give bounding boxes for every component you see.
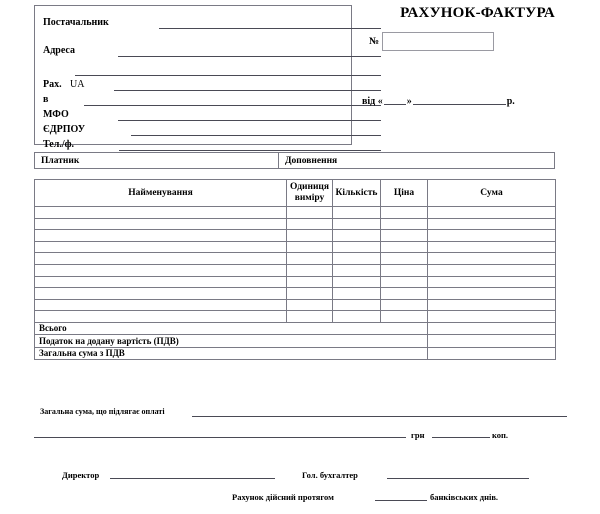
supplier-field-input-2[interactable] [75, 75, 381, 76]
table-row [35, 299, 556, 311]
kopecks-input-line[interactable] [432, 437, 490, 438]
director-signature-line[interactable] [110, 478, 275, 479]
cell-quantity[interactable] [333, 288, 381, 300]
cell-name[interactable] [35, 230, 287, 242]
cell-name[interactable] [35, 276, 287, 288]
invoice-number-input[interactable] [382, 32, 494, 51]
cell-sum[interactable] [428, 207, 556, 219]
cell-sum[interactable] [428, 241, 556, 253]
cell-price[interactable] [381, 207, 428, 219]
date-month-year-input[interactable] [413, 104, 506, 105]
cell-unit[interactable] [287, 288, 333, 300]
validity-period-label: Рахунок дійсний протягом [232, 492, 334, 502]
cell-quantity[interactable] [333, 264, 381, 276]
date-prefix-label: від [362, 96, 376, 107]
total-value-2[interactable] [428, 347, 556, 360]
items-table-header [35, 180, 556, 207]
column-header-sum: Сума [428, 180, 556, 207]
chief-accountant-label: Гол. бухгалтер [302, 470, 358, 480]
chief-accountant-signature-line[interactable] [387, 478, 529, 479]
table-row [35, 276, 556, 288]
cell-price[interactable] [381, 241, 428, 253]
table-row [35, 207, 556, 219]
cell-unit[interactable] [287, 218, 333, 230]
supplier-field-label-7: Тел./ф. [43, 139, 75, 150]
cell-sum[interactable] [428, 288, 556, 300]
cell-quantity[interactable] [333, 207, 381, 219]
supplier-field-label-6: ЄДРПОУ [43, 124, 86, 135]
total-value-1[interactable] [428, 335, 556, 348]
date-day-input[interactable] [384, 104, 406, 105]
currency-major-label: грн [411, 430, 425, 440]
cell-sum[interactable] [428, 230, 556, 242]
invoice-number-label: № [369, 36, 380, 47]
cell-name[interactable] [35, 264, 287, 276]
cell-quantity[interactable] [333, 253, 381, 265]
cell-price[interactable] [381, 311, 428, 323]
cell-quantity[interactable] [333, 299, 381, 311]
cell-price[interactable] [381, 230, 428, 242]
cell-sum[interactable] [428, 253, 556, 265]
cell-price[interactable] [381, 288, 428, 300]
director-label: Директор [62, 470, 100, 480]
supplier-field-input-6[interactable] [131, 135, 381, 136]
page-title: РАХУНОК-ФАКТУРА [400, 5, 555, 21]
validity-days-suffix-label: банківських днів. [430, 492, 499, 502]
cell-quantity[interactable] [333, 311, 381, 323]
payer-cell[interactable] [35, 153, 279, 168]
supplier-field-label-3: Рах. [43, 79, 62, 90]
cell-unit[interactable] [287, 299, 333, 311]
supplier-field-label-0: Постачальник [43, 17, 109, 28]
total-value-0[interactable] [428, 322, 556, 335]
table-row [35, 218, 556, 230]
cell-name[interactable] [35, 253, 287, 265]
table-total-row [35, 347, 556, 360]
cell-name[interactable] [35, 299, 287, 311]
cell-price[interactable] [381, 299, 428, 311]
cell-name[interactable] [35, 288, 287, 300]
total-label-2: Загальна сума з ПДВ [35, 347, 428, 360]
supplier-field-label-4: в [43, 94, 49, 105]
cell-quantity[interactable] [333, 276, 381, 288]
column-header-price: Ціна [381, 180, 428, 207]
table-row [35, 264, 556, 276]
table-row [35, 241, 556, 253]
cell-price[interactable] [381, 264, 428, 276]
supplier-field-input-5[interactable] [118, 120, 381, 121]
total-label-0: Всього [35, 322, 428, 335]
table-row [35, 230, 556, 242]
table-row [35, 288, 556, 300]
column-header-name: Найменування [35, 180, 287, 207]
validity-days-input-line[interactable] [375, 500, 427, 501]
total-label-1: Податок на додану вартість (ПДВ) [35, 335, 428, 348]
cell-sum[interactable] [428, 311, 556, 323]
addendum-label: Доповнення [285, 156, 338, 166]
header-row [35, 180, 556, 207]
date-year-suffix-label: р. [506, 96, 515, 107]
cell-name[interactable] [35, 207, 287, 219]
supplier-field-label-1: Адреса [43, 45, 75, 56]
cell-quantity[interactable] [333, 230, 381, 242]
cell-name[interactable] [35, 241, 287, 253]
cell-quantity[interactable] [333, 241, 381, 253]
column-header-quantity: Кількість [333, 180, 381, 207]
cell-sum[interactable] [428, 276, 556, 288]
supplier-field-input-1[interactable] [118, 56, 381, 57]
cell-name[interactable] [35, 311, 287, 323]
cell-unit[interactable] [287, 207, 333, 219]
cell-unit[interactable] [287, 253, 333, 265]
cell-unit[interactable] [287, 311, 333, 323]
total-due-input-line[interactable] [192, 416, 567, 417]
invoice-items-table [34, 179, 556, 360]
supplier-field-input-0[interactable] [159, 28, 381, 29]
cell-sum[interactable] [428, 299, 556, 311]
cell-name[interactable] [35, 218, 287, 230]
supplier-field-label-5: МФО [43, 109, 69, 120]
column-header-unit: Одиниця виміру [287, 180, 333, 207]
table-row [35, 311, 556, 323]
supplier-field-input-3[interactable] [114, 90, 381, 91]
date-quote-open: « [377, 96, 383, 107]
date-quote-close: » [406, 96, 412, 107]
addendum-cell[interactable] [279, 153, 554, 168]
payer-addendum-row [34, 152, 555, 169]
table-row [35, 253, 556, 265]
cell-sum[interactable] [428, 264, 556, 276]
total-due-label: Загальна сума, що підлягає оплаті [40, 407, 165, 416]
supplier-field-value-3: UA [70, 79, 85, 90]
cell-unit[interactable] [287, 276, 333, 288]
amount-in-words-input-line[interactable] [34, 437, 406, 438]
supplier-field-input-4[interactable] [84, 105, 381, 106]
currency-minor-label: коп. [492, 430, 509, 440]
cell-unit[interactable] [287, 241, 333, 253]
cell-price[interactable] [381, 253, 428, 265]
payer-label: Платник [41, 156, 80, 166]
cell-unit[interactable] [287, 264, 333, 276]
cell-price[interactable] [381, 276, 428, 288]
supplier-details-box [34, 5, 352, 150]
table-total-row [35, 322, 556, 335]
cell-price[interactable] [381, 218, 428, 230]
cell-unit[interactable] [287, 230, 333, 242]
supplier-field-input-7[interactable] [119, 150, 381, 151]
cell-quantity[interactable] [333, 218, 381, 230]
invoice-date-line [362, 96, 515, 107]
cell-sum[interactable] [428, 218, 556, 230]
items-table-body [35, 207, 556, 360]
table-total-row [35, 335, 556, 348]
